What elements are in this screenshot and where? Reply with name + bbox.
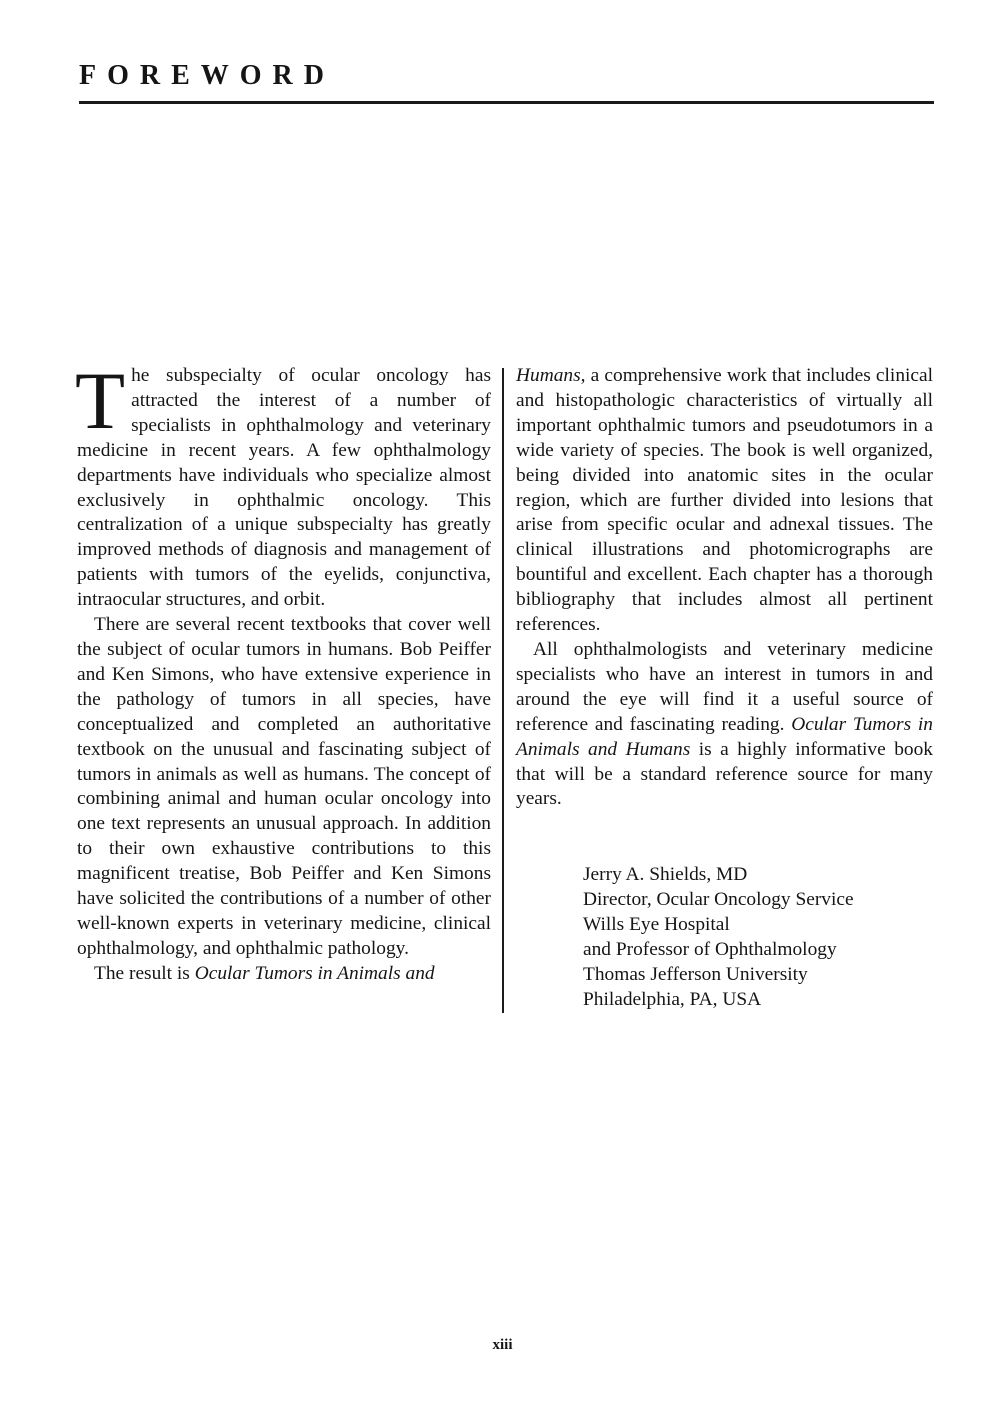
heading-rule: [79, 101, 934, 104]
paragraph-2: There are several recent textbooks that cover well the subject of ocular tumors in humans. Bob Peiffer and Ken Simons, who have extensive experience in the pathology of tumors in all species, have conceptualized and completed an authoritative textbook on the unusual and fascinating subject of tumors in animals as well as humans. The concept of combining animal and human ocular oncology into one text represents an unusual approach. In addition to their own exhaustive contributions to this magnificent treatise, Bob Peiffer and Ken Simons have solicited the contributions of a number of other well-known experts in veterinary medicine, clinical ophthalmology, and ophthalmic pathology.: [77, 614, 491, 959]
signature-title: Director, Ocular Oncology Service: [583, 888, 854, 910]
page-number: xiii: [492, 1337, 513, 1353]
paragraph-3: [77, 962, 491, 987]
page-heading: FOREWORD: [79, 60, 335, 91]
paragraph-1-text: he subspecialty of ocular oncology has attracted the interest of a number of specialists in ophthalmology and veterinary medicine in recent years. A few ophthalmology departments have individuals who specialize almost exclusively in ophthalmic oncology. This centralization of a unique subspecialty has greatly improved methods of diagnosis and management of patients with tumors of the eyelids, conjunctiva, intraocular structures, and orbit.: [77, 365, 491, 611]
book-title: Ocular Tumors in Animals and: [194, 962, 435, 984]
drop-cap: T: [75, 355, 126, 446]
book-title-continued: Humans: [516, 365, 581, 386]
paragraph-3-continued: [516, 364, 933, 638]
paragraph-1: [75, 355, 491, 613]
signature-name: Jerry A. Shields, MD: [583, 864, 748, 885]
signature-block: [583, 863, 854, 1012]
paragraph-3-continued-text: , a comprehensive work that includes clinical and histopathologic characteristics of virtually all important ophthalmic tumors and pseudotumors in a wide variety of species. The book is well organized, being divided into anatomic sites in the ocular region, which are further divided into lesions that arise from specific ocular and adnexal tissues. The clinical illustrations and photomicrographs are bountiful and excellent. Each chapter has a thorough bibliography that includes almost all pertinent references.: [516, 365, 933, 636]
signature-location: Philadelphia, PA, USA: [583, 988, 762, 1010]
paragraph-4-tail: is a highly informative book that will be a standard reference source for many years.: [516, 738, 933, 810]
left-column: [75, 355, 491, 987]
right-column: [516, 364, 933, 812]
paragraph-4-text: All ophthalmologists and veterinary medicine specialists who have an interest in tumors in and around the eye will find it a useful source of reference and fascinating reading.: [516, 638, 933, 735]
book-title: Ocular Tumors in Animals and Humans: [516, 713, 933, 760]
signature-role: and Professor of Ophthalmology: [583, 938, 837, 960]
paragraph-4: [516, 638, 933, 812]
paragraph-3-lead: The result is: [94, 962, 195, 984]
signature-university: Thomas Jefferson University: [583, 963, 808, 985]
signature-institution: Wills Eye Hospital: [583, 913, 730, 935]
column-divider: [502, 368, 504, 1013]
